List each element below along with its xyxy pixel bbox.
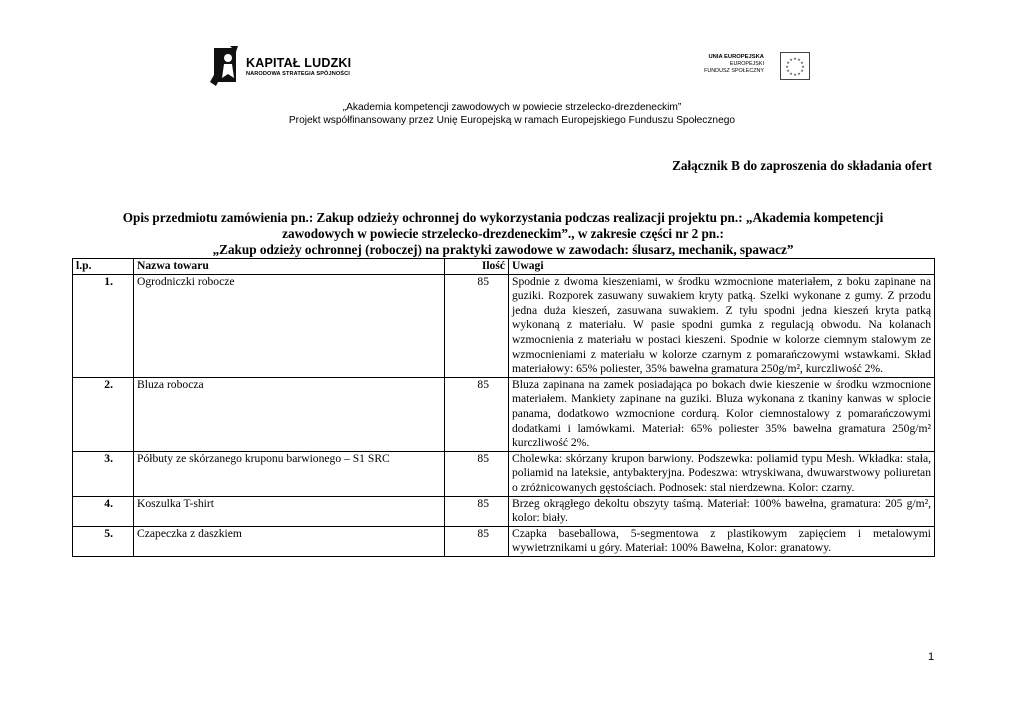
svg-text:★: ★ — [785, 64, 789, 69]
row-lp: 2. — [73, 377, 134, 451]
svg-text:★: ★ — [800, 68, 804, 73]
row-notes: Bluza zapinana na zamek posiadająca po bokach dwie kieszenie w środku wzmocnione materiałem. Mankiety zapinane na guziki. Bluza wykonana z tkaniny kanwas w splocie panama, dodatkowo wzmocnione cordurą. Kolor ciemnostalowy z pomarańczowymi dodatkami i lamówkami. Materiał: 65% poliester 35% bawełna gramatura 250g/m² kurczliwość 2%. — [509, 377, 935, 451]
table-row — [73, 274, 935, 377]
row-qty: 85 — [445, 496, 509, 526]
ue-line-3: FUNDUSZ SPOŁECZNY — [704, 68, 764, 74]
row-notes: Cholewka: skórzany krupon barwiony. Podszewka: poliamid typu Mesh. Wkładka: stała, poliamid na lateksie, antybakteryjna. Podeszwa: wtryskiwana, dwuwarstwowy poliuretan o zróżnicowanych gęstościach. Podnosek: stal nierdzewna. Kolor: czarny. — [509, 451, 935, 496]
row-lp: 4. — [73, 496, 134, 526]
svg-text:★: ★ — [797, 57, 801, 62]
kl-logo-subtitle: NARODOWA STRATEGIA SPÓJNOŚCI — [246, 71, 350, 77]
description-heading-line-2: zawodowych w powiecie strzelecko-drezdeneckim”., w zakresie części nr 2 pn.: — [282, 226, 724, 241]
row-name: Ogrodniczki robocze — [134, 274, 445, 377]
ue-logo-text — [704, 54, 764, 75]
row-name: Bluza robocza — [134, 377, 445, 451]
row-name: Półbuty ze skórzanego kruponu barwionego – S1 SRC — [134, 451, 445, 496]
table-row — [73, 526, 935, 556]
row-name: Koszulka T-shirt — [134, 496, 445, 526]
row-notes: Spodnie z dwoma kieszeniami, w środku wzmocnione materiałem, z boku zapinane na guziki. Rozporek zasuwany suwakiem kryty patką. Szelki wykonane z gumy. Z przodu jedna duża kieszeń, zasuwana suwakiem. Z tyłu spodni jedna kieszeń kryta patką wykonaną z materiału. W pasie spodni gumka z regulacją obwodu. Na kolanach wzmocnienia z materiału w postaci kieszeni. Spodnie w kolorze ciemnym stalowym ze wzmocnieniami z materiału w kolorze czarnym z pomarańczowymi wstawkami. Skład materiałowy: 65% poliester, 35% bawełna gramatura 250g/m², kurczliwość 2%. — [509, 274, 935, 377]
eu-flag-icon — [780, 52, 810, 80]
kapital-ludzki-emblem-icon — [208, 44, 242, 86]
header-notes: Uwagi — [509, 259, 935, 275]
row-lp: 1. — [73, 274, 134, 377]
svg-text:★: ★ — [789, 57, 793, 62]
svg-text:★: ★ — [786, 68, 790, 73]
row-lp: 5. — [73, 526, 134, 556]
row-name: Czapeczka z daszkiem — [134, 526, 445, 556]
row-qty: 85 — [445, 377, 509, 451]
header-lp: l.p. — [73, 259, 134, 275]
svg-text:★: ★ — [789, 71, 793, 76]
svg-text:★: ★ — [800, 60, 804, 65]
ue-line-1: UNIA EUROPEJSKA — [708, 54, 764, 60]
description-heading-line-1: Opis przedmiotu zamówienia pn.: Zakup odzieży ochronnej do wykorzystania podczas realizacji projektu pn.: „Akademia kompetencji — [122, 210, 884, 225]
table-row — [73, 377, 935, 451]
row-notes: Czapka baseballowa, 5-segmentowa z plastikowym zapięciem i metalowymi wywietrznikami u góry. Materiał: 100% Bawełna, Kolor: granatowy. — [509, 526, 935, 556]
table-row — [73, 451, 935, 496]
page-number: 1 — [928, 651, 935, 663]
row-notes: Brzeg okrągłego dekoltu obszyty taśmą. Materiał: 100% bawełna, gramatura: 205 g/m², kolor: biały. — [509, 496, 935, 526]
row-qty: 85 — [445, 526, 509, 556]
annex-title: Załącznik B do zaproszenia do składania ofert — [672, 158, 932, 173]
row-lp: 3. — [73, 451, 134, 496]
ue-logo — [700, 52, 812, 82]
header-name: Nazwa towaru — [134, 259, 445, 275]
table-header-row — [73, 259, 935, 275]
svg-text:★: ★ — [797, 71, 801, 76]
description-heading-line-3: „Zakup odzieży ochronnej (roboczej) na praktyki zawodowe w zawodach: ślusarz, mechanik, spawacz” — [212, 242, 794, 257]
table-row — [73, 496, 935, 526]
items-table — [72, 258, 935, 557]
project-name: „Akademia kompetencji zawodowych w powiecie strzelecko-drezdeneckim” — [342, 102, 682, 113]
header-qty: Ilość — [445, 259, 509, 275]
svg-text:★: ★ — [793, 72, 797, 77]
svg-text:★: ★ — [793, 56, 797, 61]
row-qty: 85 — [445, 451, 509, 496]
kapital-ludzki-logo — [208, 44, 352, 88]
project-cofinancing: Projekt współfinansowany przez Unię Europejską w ramach Europejskiego Funduszu Społecznego — [288, 115, 736, 126]
kl-logo-title: KAPITAŁ LUDZKI — [246, 56, 352, 70]
svg-text:★: ★ — [786, 60, 790, 65]
svg-text:★: ★ — [801, 64, 805, 69]
row-qty: 85 — [445, 274, 509, 377]
ue-line-2: EUROPEJSKI — [729, 61, 764, 67]
